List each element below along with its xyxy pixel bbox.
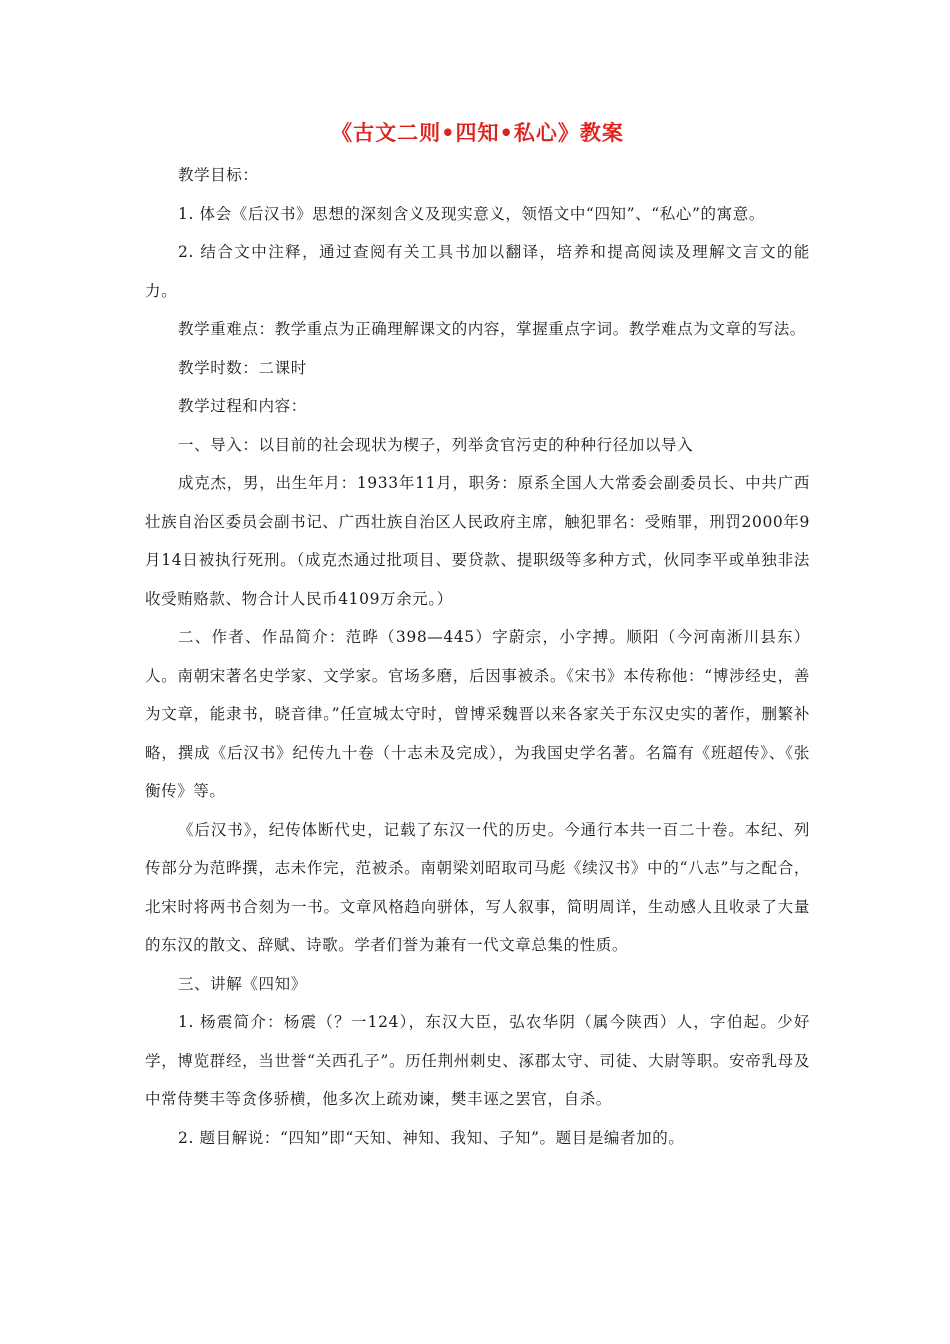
paragraph-objectives-heading: 教学目标：	[178, 166, 259, 184]
paragraph-title-explanation: 2. 题目解说：“四知”即“天知、神知、我知、子知”。题目是编者加的。	[178, 1128, 685, 1147]
document-page	[145, 118, 810, 1157]
paragraph-section-three-heading: 三、讲解《四知》	[178, 974, 307, 993]
paragraph-objective-1: 1. 体会《后汉书》思想的深刻含义及现实意义，领悟文中“四知”、“私心”的寓意。	[178, 204, 765, 223]
paragraph-author-intro: 二、作者、作品简介：范晔（398—445）字蔚宗，小字搏。顺阳（今河南淅川县东）人。南朝宋著名史学家、文学家。官场多磨，后因事被杀。《宋书》本传称他：“博涉经史，善为文章，能隶书，晓音律。”任宣城太守时，曾博采魏晋以来各家关于东汉史实的著作，删繁补略，撰成《后汉书》纪传九十卷（十志未及完成），为我国史学名著。名篇有《班超传》、《张衡传》等。	[145, 628, 810, 800]
paragraph-book-intro: 《后汉书》，纪传体断代史，记载了东汉一代的历史。今通行本共一百二十卷。本纪、列传部分为范晔撰，志未作完，范被杀。南朝梁刘昭取司马彪《续汉书》中的“八志”与之配合，北宋时将两书合刻为一书。文章风格趋向骈体，写人叙事，简明周详，生动感人且收录了大量的东汉的散文、辞赋、诗歌。学者们誉为兼有一代文章总集的性质。	[145, 820, 810, 954]
paragraph-class-hours: 教学时数：二课时	[178, 358, 307, 377]
paragraph-process-heading: 教学过程和内容：	[178, 397, 307, 415]
paragraph-yang-zhen-intro: 1. 杨震简介：杨震（？一124），东汉大臣，弘农华阴（属今陕西）人，字伯起。少好学，博览群经，当世誉“关西孔子”。历任荆州刺史、涿郡太守、司徒、大尉等职。安帝乳母及中常侍樊丰等贪侈骄横，他多次上疏劝谏，樊丰诬之罢官，自杀。	[145, 1013, 810, 1108]
paragraph-objective-2: 2. 结合文中注释，通过查阅有关工具书加以翻译，培养和提高阅读及理解文言文的能力。	[145, 243, 810, 300]
paragraph-case-example: 成克杰，男，出生年月：1933年11月，职务：原系全国人大常委会副委员长、中共广西壮族自治区委员会副书记、广西壮族自治区人民政府主席，触犯罪名：受贿罪，刑罚2000年9月14日被执行死刑。（成克杰通过批项目、要贷款、提职级等多种方式，伙同李平或单独非法收受贿赂款、物合计人民币4109万余元。）	[145, 474, 810, 608]
document-title: 《古文二则•四知•私心》教案	[331, 120, 624, 145]
paragraph-introduction: 一、导入：以目前的社会现状为楔子，列举贪官污吏的种种行径加以导入	[178, 435, 694, 454]
paragraph-key-points: 教学重难点：教学重点为正确理解课文的内容，掌握重点字词。教学难点为文章的写法。	[178, 320, 806, 338]
